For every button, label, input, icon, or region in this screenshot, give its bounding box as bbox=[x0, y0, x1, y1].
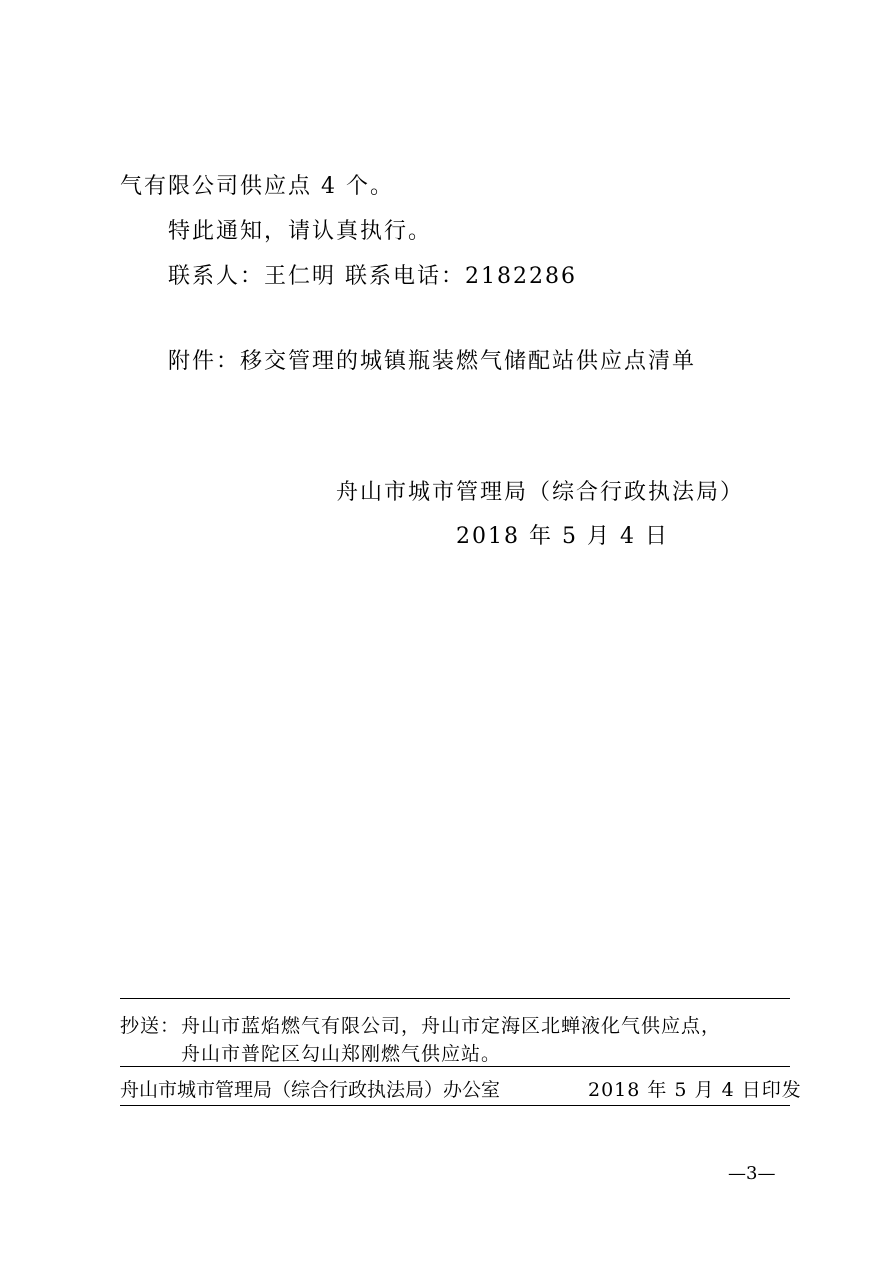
body-line-1: 气有限公司供应点 4 个。 bbox=[120, 174, 394, 199]
footer-middle-rule bbox=[120, 1066, 790, 1067]
signature-org: 舟山市城市管理局（综合行政执法局） bbox=[336, 480, 745, 505]
attachment-line: 附件：移交管理的城镇瓶装燃气储配站供应点清单 bbox=[168, 349, 697, 374]
cc-line-1: 舟山市蓝焰燃气有限公司，舟山市定海区北蝉液化气供应点， bbox=[181, 1015, 722, 1037]
issue-date: 2018 年 5 月 4 日印发 bbox=[588, 1079, 802, 1101]
footer-bottom-rule bbox=[120, 1105, 790, 1106]
cc-line-2: 舟山市普陀区勾山郑刚燃气供应站。 bbox=[181, 1043, 502, 1065]
body-line-2: 特此通知，请认真执行。 bbox=[168, 219, 433, 244]
footer-top-rule bbox=[120, 998, 790, 999]
page-number: —3— bbox=[728, 1163, 776, 1184]
contact-line: 联系人：王仁明 联系电话：2182286 bbox=[168, 264, 577, 289]
issuer: 舟山市城市管理局（综合行政执法局）办公室 bbox=[120, 1079, 501, 1101]
cc-label: 抄送： bbox=[120, 1015, 181, 1037]
signature-date: 2018 年 5 月 4 日 bbox=[456, 524, 669, 549]
